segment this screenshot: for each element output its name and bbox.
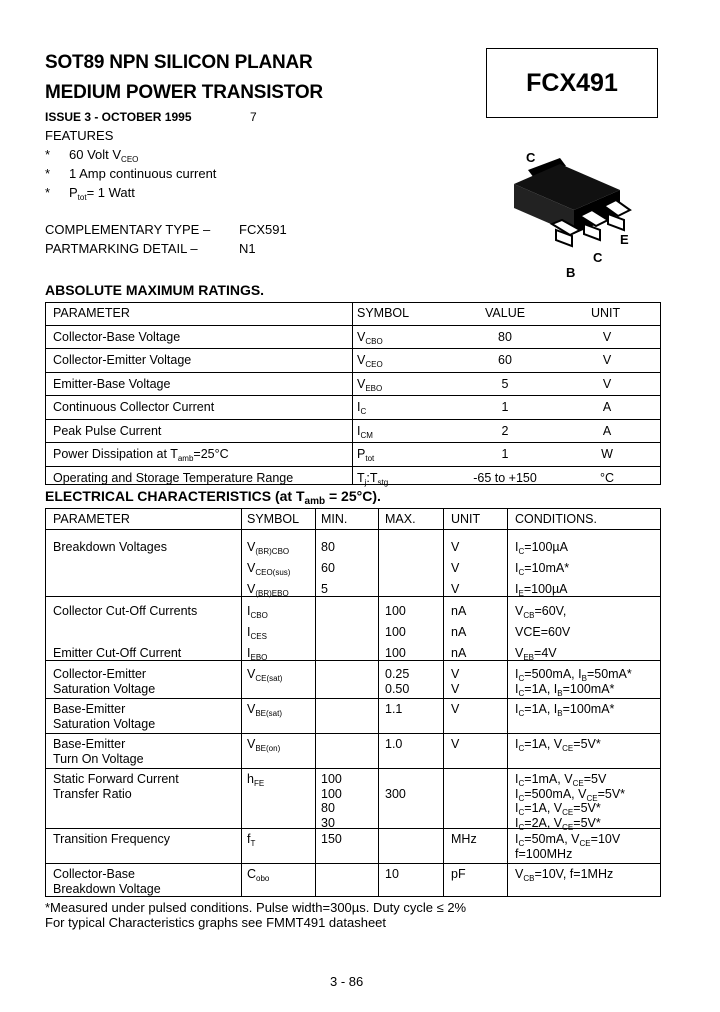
ec-unit: V (451, 540, 460, 554)
ec-symbol-text: I (247, 646, 251, 660)
complementary-label: COMPLEMENTARY TYPE – (45, 222, 211, 237)
ec-symbol-text: I (247, 625, 251, 639)
ec-condition-sub: C (518, 709, 525, 718)
ec-condition (515, 646, 557, 666)
ec-condition-text: I (515, 815, 519, 830)
amr-symbol-text: V (357, 376, 366, 391)
ec-symbol-text: V (247, 561, 256, 575)
amr-value: 2 (501, 423, 509, 438)
ec-param: Static Forward Current (53, 772, 179, 786)
amr-symbol-text: V (357, 329, 366, 344)
amr-param-text: Operating and Storage Temperature Range (53, 470, 294, 485)
ec-condition-text: =1A, V (524, 801, 563, 815)
ec-unit: V (451, 667, 460, 681)
amr-heading: ABSOLUTE MAXIMUM RATINGS. (45, 282, 265, 298)
pin-label-c: C (593, 250, 603, 265)
ec-condition-text: I (515, 540, 519, 554)
ec-param: Collector-Emitter (53, 667, 147, 681)
ec-param: Emitter Cut-Off Current (53, 646, 182, 660)
ec-condition-text: V (515, 867, 524, 881)
feature-item (45, 166, 445, 185)
amr-param (53, 468, 293, 488)
amr-row (45, 419, 660, 443)
ec-heading-text: ELECTRICAL CHARACTERISTICS (at T (45, 488, 305, 504)
ec-symbol-text: V (247, 702, 256, 716)
ec-condition-sub: CE (586, 793, 598, 803)
ec-condition-text: I (515, 681, 519, 696)
ec-condition-sub: E (518, 589, 524, 598)
ec-condition-text: V (515, 646, 524, 660)
ec-max: 0.50 (385, 681, 410, 696)
amr-symbol-sub: CBO (365, 336, 383, 346)
ec-condition (515, 682, 614, 702)
ec-symbol (247, 832, 255, 852)
ec-condition-text: =5V* (597, 786, 626, 801)
amr-param-text: Continuous Collector Current (53, 400, 215, 414)
note-datasheet: For typical Characteristics graphs see FMMT491 datasheet (45, 915, 387, 930)
ec-symbol-sub: CEO(sus) (255, 568, 291, 577)
ec-condition-text: =1A, I (524, 681, 558, 696)
ec-min: 30 (321, 815, 335, 830)
ec-param: Turn On Voltage (53, 751, 144, 766)
ec-symbol (247, 561, 290, 581)
amr-param (53, 350, 191, 370)
ec-condition-sub: C (518, 779, 525, 788)
ec-condition-sub: B (557, 688, 563, 698)
ec-condition-text: =100µA (524, 540, 568, 554)
ec-symbol-text: f (247, 832, 251, 846)
amr-symbol-text: P (357, 447, 366, 461)
ec-min: 60 (321, 561, 335, 575)
amr-value: -65 to +150 (473, 470, 537, 485)
issue-mark: 7 (250, 110, 257, 124)
ec-param: Collector-Base (53, 867, 135, 881)
amr-cell (45, 302, 660, 325)
ec-condition: f=100MHz (515, 846, 573, 861)
amr-symbol-sub: CEO (365, 360, 383, 369)
ec-condition-sub: CE (562, 808, 574, 817)
features-heading: FEATURES (45, 128, 114, 143)
ec-condition-sub: CE (562, 822, 574, 832)
ec-unit: V (451, 702, 460, 716)
amr-symbol-text: I (357, 423, 361, 438)
ec-param: Base-Emitter (53, 702, 126, 716)
pin-label-e: E (620, 232, 629, 247)
issue-line: ISSUE 3 - OCTOBER 1995 (45, 110, 192, 124)
amr-unit: V (602, 353, 612, 367)
amr-cell (45, 419, 660, 443)
ec-symbol-sub: FE (253, 779, 265, 788)
ec-condition-sub: EB (523, 653, 535, 662)
part-number: FCX491 (526, 68, 618, 97)
feature-sub: tot (77, 193, 87, 202)
ec-condition-sub: B (581, 674, 587, 683)
ec-condition-text: =4V (534, 646, 557, 660)
ec-max: 10 (385, 867, 399, 881)
ec-condition-sub: B (557, 709, 563, 718)
ec-symbol (247, 540, 289, 560)
ec-max: 0.25 (385, 667, 410, 681)
ec-condition-text: =5V* (573, 815, 601, 830)
amr-value: 80 (498, 329, 512, 344)
ec-unit: V (451, 561, 460, 575)
ec-unit: V (451, 582, 460, 596)
ec-condition-text: =500mA, V (524, 786, 587, 801)
ec-row-divider (45, 768, 661, 769)
ec-condition-text: I (515, 737, 519, 751)
amr-header: PARAMETER (53, 306, 130, 320)
ec-unit: V (451, 737, 460, 751)
ec-symbol (247, 582, 289, 602)
amr-header: VALUE (485, 306, 526, 320)
amr-unit: A (602, 423, 612, 438)
ec-unit: V (451, 681, 460, 696)
title-line-1: SOT89 NPN SILICON PLANAR (45, 52, 313, 73)
ec-condition-text: I (515, 772, 519, 786)
ec-symbol-text: V (247, 737, 256, 751)
ec-min: 80 (321, 540, 335, 554)
ec-symbol-sub: BE(on) (255, 744, 281, 753)
ec-header: CONDITIONS. (515, 512, 597, 526)
feature-text: = 1 Watt (86, 185, 135, 200)
ec-condition-text: =50mA* (586, 667, 632, 681)
amr-param (53, 374, 170, 394)
feature-bullet: * (45, 185, 51, 200)
note-pulsed: *Measured under pulsed conditions. Pulse width=300µs. Duty cycle ≤ 2% (45, 900, 467, 915)
ec-param: Transfer Ratio (53, 786, 132, 801)
amr-row (45, 325, 660, 349)
ec-condition-text: =10V (590, 832, 621, 846)
feature-text (69, 147, 138, 164)
ec-condition-text: I (515, 561, 519, 575)
amr-symbol-text: V (357, 353, 366, 367)
ec-param: Transition Frequency (53, 832, 170, 846)
ec-symbol (247, 867, 269, 887)
ec-unit: nA (451, 646, 467, 660)
title-line-2: MEDIUM POWER TRANSISTOR (45, 82, 323, 103)
ec-condition-text: I (515, 582, 519, 596)
ec-col-divider (507, 508, 508, 897)
amr-unit: V (602, 376, 612, 391)
ec-condition-text: I (515, 667, 519, 681)
ec-col-divider (241, 508, 242, 897)
ec-symbol-sub: (BR)CBO (255, 547, 290, 556)
pin-label-c-top: C (526, 150, 536, 165)
amr-row (45, 396, 660, 420)
partmarking-value: N1 (239, 241, 256, 256)
amr-symbol-sub: j (364, 477, 367, 487)
ec-header: SYMBOL (247, 512, 300, 526)
amr-unit: V (602, 329, 612, 344)
ec-symbol-sub: obo (256, 874, 270, 883)
feature-text: 1 Amp continuous current (69, 166, 217, 181)
ec-condition-text: =50mA, V (524, 832, 580, 846)
feature-bullet: * (45, 147, 51, 162)
ec-min: 150 (321, 832, 342, 846)
amr-table (45, 302, 660, 489)
ec-min: 5 (321, 582, 328, 596)
ec-condition (515, 582, 568, 602)
ec-header: MAX. (385, 512, 416, 526)
ec-symbol (247, 772, 264, 792)
ec-symbol-text: C (247, 867, 257, 881)
ec-condition-text: I (515, 702, 519, 716)
ec-condition-sub: CE (562, 744, 574, 753)
amr-param (53, 421, 161, 441)
ec-condition-text: =5V* (573, 801, 601, 815)
complementary-value: FCX591 (239, 222, 287, 237)
amr-cell (45, 396, 660, 420)
ec-symbol-sub: CE(sat) (255, 674, 283, 683)
amr-symbol-text: T (357, 470, 365, 485)
ec-row-divider (45, 863, 661, 864)
ec-condition-text: =10V, f=1MHz (534, 867, 614, 881)
ec-symbol (247, 667, 282, 687)
ec-max: 100 (385, 646, 406, 660)
ec-condition-text: V (515, 604, 524, 618)
ec-condition (515, 540, 568, 560)
amr-cell (45, 325, 660, 349)
amr-cell (45, 466, 660, 489)
ec-min: 80 (321, 801, 335, 815)
ec-condition-text: =5V (583, 772, 607, 786)
amr-row (45, 349, 660, 373)
ec-condition-text: =100µA (523, 582, 568, 596)
amr-param-sub: amb (177, 454, 194, 463)
ec-row-divider (45, 733, 661, 734)
ec-symbol-sub: CBO (250, 611, 268, 620)
ec-condition-text: I (515, 832, 519, 846)
ec-condition-text: =2A, V (524, 815, 563, 830)
amr-header: UNIT (591, 306, 621, 320)
amr-param-text: =25°C (193, 447, 229, 461)
ec-heading-sub: amb (304, 496, 326, 507)
ec-condition-sub: CB (523, 611, 535, 620)
ec-condition-text: I (515, 801, 519, 815)
amr-unit: °C (599, 470, 615, 485)
amr-symbol-sub: CM (360, 430, 373, 440)
amr-value: 60 (498, 353, 512, 367)
amr-param-text: Collector-Base Voltage (53, 329, 181, 344)
ec-col-divider (315, 508, 316, 897)
ec-condition (515, 737, 601, 757)
ec-symbol-sub: T (250, 839, 256, 848)
ec-col-divider (378, 508, 379, 897)
sot89-package-drawing (500, 140, 660, 290)
ec-unit: MHz (451, 832, 477, 846)
amr-param-text: Peak Pulse Current (53, 423, 162, 438)
ec-symbol (247, 604, 268, 624)
ec-condition-text: =60V, (534, 604, 567, 618)
feature-text (69, 185, 135, 202)
page-number: 3 - 86 (330, 974, 364, 989)
ec-condition-sub: C (518, 547, 525, 556)
ec-row-divider (45, 529, 661, 530)
ec-unit: nA (451, 604, 467, 618)
ec-symbol-text: h (247, 772, 254, 786)
feature-item (45, 185, 445, 204)
ec-max: 300 (385, 786, 406, 801)
ec-symbol (247, 625, 267, 645)
amr-param-text: Emitter-Base Voltage (53, 376, 171, 391)
ec-condition (515, 867, 613, 887)
ec-condition-text: =5V* (573, 737, 601, 751)
ec-condition-text: =10mA* (524, 561, 570, 575)
ec-condition-sub: CE (572, 779, 584, 788)
amr-param-text: Power Dissipation at T (53, 447, 178, 461)
feature-text: P (69, 185, 78, 200)
amr-value: 1 (501, 447, 509, 461)
amr-symbol-sub: C (360, 407, 367, 416)
ec-max: 100 (385, 604, 406, 618)
ec-condition-text: =100mA* (562, 681, 615, 696)
amr-header: SYMBOL (357, 306, 410, 320)
amr-row (45, 466, 660, 489)
ec-condition-text: I (515, 786, 519, 801)
amr-unit: W (601, 447, 613, 461)
ec-max: 100 (385, 625, 406, 639)
amr-cell (45, 443, 660, 467)
ec-condition-text: =1A, V (524, 737, 563, 751)
ec-heading (45, 488, 381, 507)
ec-param: Saturation Voltage (53, 681, 156, 696)
amr-symbol-sub: stg (377, 477, 389, 487)
ec-symbol-sub: CES (250, 632, 267, 641)
amr-param-text: Collector-Emitter Voltage (53, 353, 192, 367)
ec-condition (515, 561, 569, 581)
ec-symbol (247, 646, 267, 666)
amr-value: 1 (501, 400, 509, 414)
ec-row-divider (45, 596, 661, 597)
ec-param: Collector Cut-Off Currents (53, 604, 198, 618)
ec-condition-sub: C (518, 793, 525, 803)
ec-condition-sub: C (518, 674, 525, 683)
ec-param: Base-Emitter (53, 737, 126, 751)
pin-label-b: B (566, 265, 576, 280)
ec-condition (515, 604, 566, 624)
amr-unit: A (602, 400, 612, 414)
amr-value: 5 (501, 376, 509, 391)
ec-condition-sub: CE (579, 839, 591, 848)
ec-condition-text: VCE=60V (515, 625, 571, 639)
ec-condition-sub: C (518, 808, 525, 817)
ec-condition-sub: C (518, 688, 525, 698)
ec-symbol (247, 702, 282, 722)
ec-param: Breakdown Voltages (53, 540, 167, 554)
ec-param: Saturation Voltage (53, 716, 156, 731)
amr-symbol-sub: EBO (365, 383, 383, 393)
ec-symbol-sub: (BR)EBO (255, 589, 289, 598)
partmarking-label: PARTMARKING DETAIL – (45, 241, 198, 256)
ec-symbol-text: V (247, 540, 256, 554)
ec-header: PARAMETER (53, 512, 130, 526)
ec-symbol-text: V (247, 582, 256, 596)
ec-condition-text: =500mA, I (524, 667, 582, 681)
ec-condition (515, 625, 570, 640)
amr-symbol-text: I (357, 400, 361, 414)
ec-condition (515, 702, 614, 722)
feature-sub: CEO (121, 155, 139, 164)
ec-param: Breakdown Voltage (53, 881, 161, 896)
amr-param (53, 397, 214, 417)
feature-item (45, 147, 445, 166)
ec-symbol-text: V (247, 667, 256, 681)
amr-row (45, 372, 660, 396)
ec-max: 1.1 (385, 702, 403, 716)
ec-max: 1.0 (385, 737, 403, 751)
ec-condition-text: =1mA, V (524, 772, 573, 786)
ec-min: 100 (321, 786, 342, 801)
amr-cell (45, 372, 660, 396)
ec-condition-sub: C (518, 839, 525, 848)
part-number-box (486, 48, 658, 118)
ec-symbol-sub: BE(sat) (255, 709, 283, 718)
ec-header: UNIT (451, 512, 481, 526)
ec-condition-sub: C (518, 822, 525, 832)
ec-table (45, 508, 661, 897)
ec-symbol (247, 737, 280, 757)
ec-unit: nA (451, 625, 467, 639)
ec-col-divider (443, 508, 444, 897)
ec-min: 100 (321, 772, 342, 786)
amr-param (53, 327, 180, 347)
feature-text: 60 Volt V (69, 147, 122, 162)
ec-condition-text: =1A, I (524, 702, 558, 716)
ec-condition-sub: C (518, 744, 525, 753)
ec-symbol-sub: EBO (250, 653, 268, 662)
ec-condition-text: =100mA* (562, 702, 615, 716)
amr-row (45, 302, 660, 325)
amr-cell (45, 349, 660, 373)
amr-symbol-text: :T (366, 470, 378, 485)
ec-header: MIN. (321, 512, 348, 526)
feature-bullet: * (45, 166, 51, 181)
features-list (45, 147, 445, 204)
ec-unit: pF (451, 867, 466, 881)
feature-text (69, 166, 216, 181)
amr-symbol-sub: tot (365, 454, 375, 463)
ec-condition-sub: CB (523, 874, 535, 883)
amr-row (45, 443, 660, 467)
ec-condition-sub: C (518, 568, 525, 577)
ec-heading-post: = 25°C). (325, 488, 381, 504)
ec-symbol-text: I (247, 604, 251, 618)
